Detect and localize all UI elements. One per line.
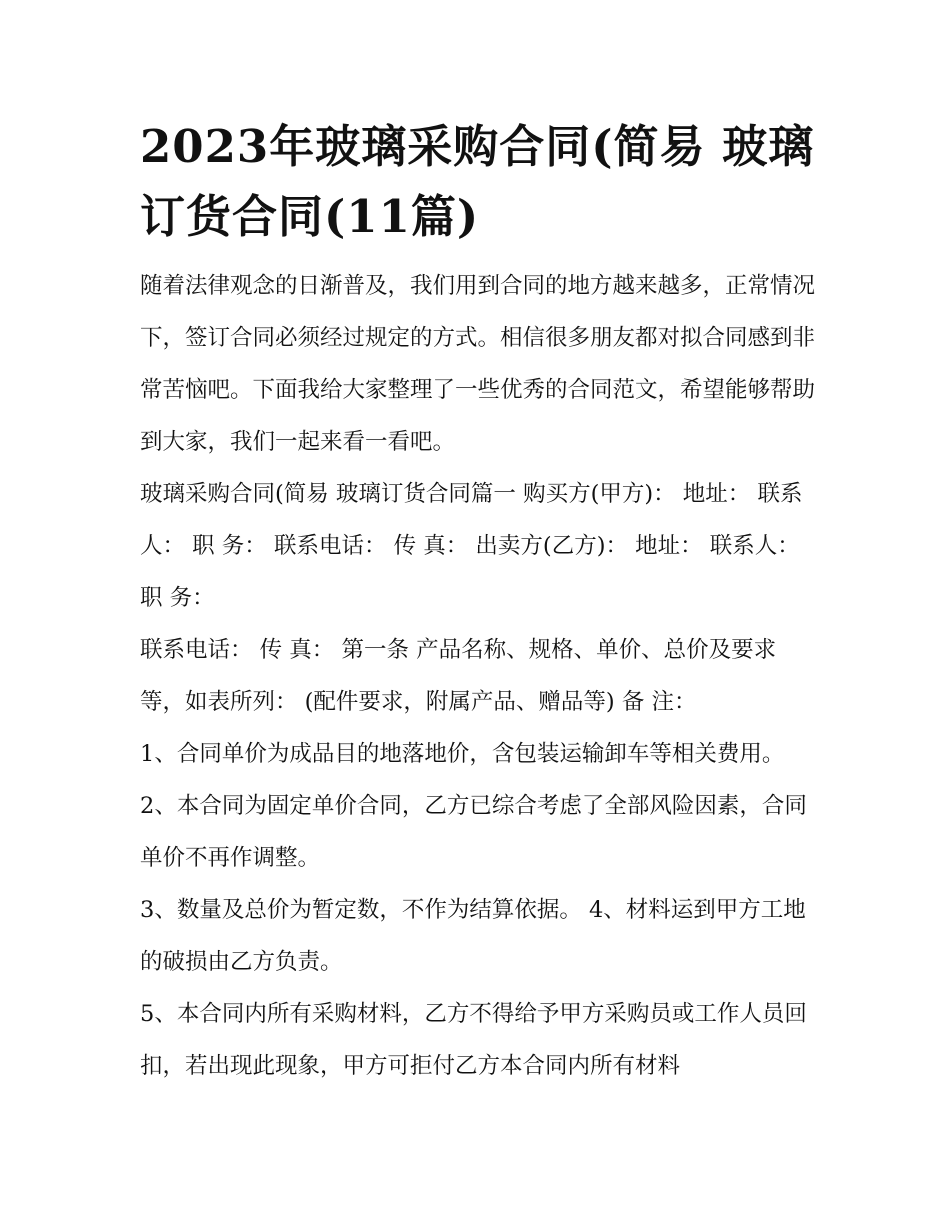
paragraph-note-5: 5、本合同内所有采购材料，乙方不得给予甲方采购员或工作人员回扣，若出现此现象，甲方可拒付乙方本合同内所有材料 (140, 1001, 807, 1079)
paragraph-note-1-2: 1、合同单价为成品目的地落地价，含包装运输卸车等相关费用。 2、本合同为固定单价合同，乙方已综合考虑了全部风险因素，合同单价不再作调整。 (140, 741, 807, 871)
paragraph-intro: 随着法律观念的日渐普及，我们用到合同的地方越来越多，正常情况下，签订合同必须经过规定的方式。相信很多朋友都对拟合同感到非常苦恼吧。下面我给大家整理了一些优秀的合同范文，希望能够帮助到大家，我们一起来看一看吧。 (140, 273, 816, 455)
paragraph-parties: 玻璃采购合同(简易 玻璃订货合同篇一 购买方(甲方)： 地址： 联系人： 职 务： 联系电话： 传 真： 出卖方(乙方)： 地址： 联系人： 职 务： (140, 481, 803, 611)
paragraph-note-3-4: 3、数量及总价为暂定数，不作为结算依据。 4、材料运到甲方工地的破损由乙方负责。 (140, 897, 806, 975)
document-page (140, 112, 815, 1092)
document-title: 2023年玻璃采购合同(简易 玻璃订货合同(11篇) (140, 120, 815, 243)
paragraph-article-one: 联系电话： 传 真： 第一条 产品名称、规格、单价、总价及要求等，如表所列： (配件要求，附属产品、赠品等) 备 注： (140, 637, 777, 715)
